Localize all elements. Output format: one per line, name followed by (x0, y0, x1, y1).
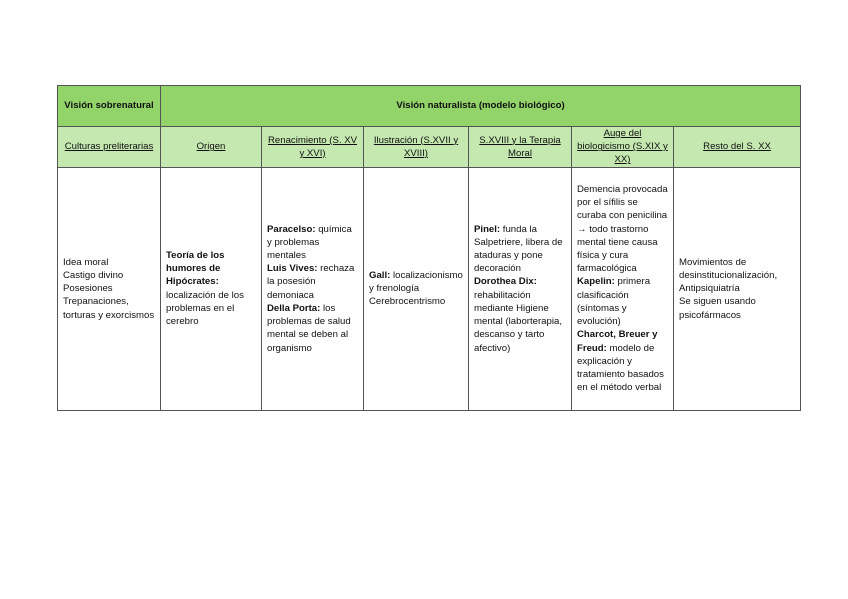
cell-resto (674, 167, 801, 410)
culturas-line-4: Trepanaciones, torturas y exorcismos (63, 296, 155, 321)
header-vision-sobrenatural: Visión sobrenatural (58, 86, 161, 127)
origen-text: localización de los problemas en el cerebro (166, 289, 244, 328)
header-vision-naturalista: Visión naturalista (modelo biológico) (161, 86, 801, 127)
biologicismo-freud (577, 328, 668, 394)
terapia-pinel (474, 223, 566, 276)
culturas-line-2: Castigo divino (63, 269, 124, 281)
col-header-culturas: Culturas preliterarias (58, 127, 161, 168)
col-header-origen: Origen (161, 127, 262, 168)
vives-name: Luis Vives: (267, 263, 318, 275)
ilustracion-cerebrocentrismo: Cerebrocentrismo (369, 296, 446, 308)
col-header-biologicismo: Auge del biologicismo (S.XIX y XX) (572, 127, 674, 168)
culturas-line-1: Idea moral (63, 256, 109, 268)
resto-line-1: Movimientos de desinstitucionalización, Antipsiquiatría (679, 256, 778, 295)
biologicismo-kapelin (577, 275, 668, 328)
resto-line-2: Se siguen usando psicofármacos (679, 296, 756, 321)
ilustracion-gall (369, 269, 463, 295)
dix-name: Dorothea Dix: (474, 276, 537, 288)
pinel-name: Pinel: (474, 223, 501, 235)
culturas-line-3: Posesiones (63, 283, 113, 295)
kapelin-text: primera clasificación (síntomas y evolución) (577, 276, 651, 328)
freud-names: Charcot, Breuer y Freud: (577, 329, 658, 354)
della-porta-text: los problemas de salud mental se deben al organismo (267, 302, 351, 354)
history-table (57, 85, 801, 411)
header-row (58, 86, 801, 127)
della-porta-name: Della Porta: (267, 302, 321, 314)
biologicismo-demencia: Demencia provocada por el sífilis se curaba con penicilina → todo trastorno mental tiene causa física y cura farmacológica (577, 183, 668, 275)
col-header-terapia-moral: S.XVIII y la Terapia Moral (469, 127, 572, 168)
origen-author: Teoría de los humores de Hipócrates: (166, 250, 225, 288)
content-row (58, 167, 801, 410)
paracelso-text: química y problemas mentales (267, 223, 352, 261)
paracelso-name: Paracelso: (267, 223, 316, 235)
subheader-row (58, 127, 801, 168)
renacimiento-paracelso (267, 223, 358, 263)
terapia-dix (474, 275, 566, 354)
col-header-resto: Resto del S. XX (674, 127, 801, 168)
gall-name: Gall: (369, 269, 391, 281)
cell-ilustracion (364, 167, 469, 410)
pinel-text: funda la Salpetriere, libera de ataduras y pone decoración (474, 223, 563, 275)
col-header-ilustracion: Ilustración (S.XVII y XVIII) (364, 127, 469, 168)
renacimiento-vives (267, 262, 358, 302)
cell-terapia-moral (469, 167, 572, 410)
gall-text: localizacionismo y frenología (369, 269, 463, 295)
vives-text: rechaza la posesión demoniaca (267, 263, 355, 301)
cell-renacimiento (262, 167, 364, 410)
col-header-renacimiento: Renacimiento (S. XV y XVI) (262, 127, 364, 168)
renacimiento-della-porta (267, 302, 358, 355)
dix-text: rehabilitación mediante Higiene mental (laborterapia, descanso y tarto afectivo) (474, 289, 562, 354)
cell-biologicismo (572, 167, 674, 410)
cell-culturas (58, 167, 161, 410)
freud-text: modelo de explicación y tratamiento basados en el método verbal (577, 342, 664, 394)
cell-origen (161, 167, 262, 410)
kapelin-name: Kapelin: (577, 276, 615, 288)
